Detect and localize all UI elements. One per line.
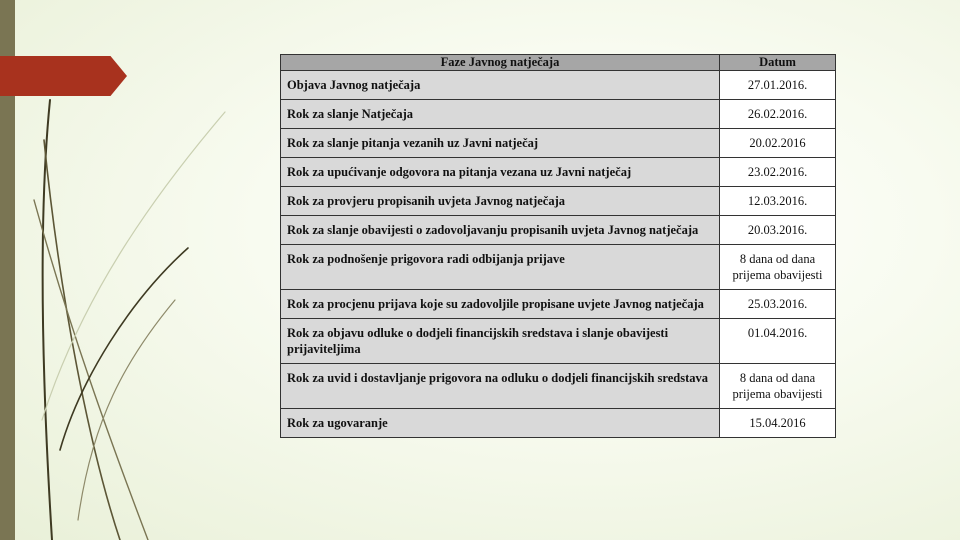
table-row <box>281 290 836 319</box>
competition-phases-table-container <box>280 54 835 438</box>
table-row <box>281 409 836 438</box>
header-phases: Faze Javnog natječaja <box>281 55 720 71</box>
date-cell: 23.02.2016. <box>720 158 836 187</box>
phase-cell: Objava Javnog natječaja <box>281 71 720 100</box>
date-cell: 20.02.2016 <box>720 129 836 158</box>
date-cell: 25.03.2016. <box>720 290 836 319</box>
date-cell: 12.03.2016. <box>720 187 836 216</box>
table-row <box>281 364 836 409</box>
table-row <box>281 158 836 187</box>
table-row <box>281 100 836 129</box>
phase-cell: Rok za procjenu prijava koje su zadovoljile propisane uvjete Javnog natječaja <box>281 290 720 319</box>
date-cell: 20.03.2016. <box>720 216 836 245</box>
phase-cell: Rok za slanje obavijesti o zadovoljavanju propisanih uvjeta Javnog natječaja <box>281 216 720 245</box>
phase-cell: Rok za upućivanje odgovora na pitanja vezana uz Javni natječaj <box>281 158 720 187</box>
date-cell: 8 dana od dana prijema obavijesti <box>720 245 836 290</box>
table-row <box>281 129 836 158</box>
date-cell: 01.04.2016. <box>720 319 836 364</box>
table-header-row <box>281 55 836 71</box>
phase-cell: Rok za slanje Natječaja <box>281 100 720 129</box>
header-date: Datum <box>720 55 836 71</box>
date-cell: 27.01.2016. <box>720 71 836 100</box>
phase-cell: Rok za podnošenje prigovora radi odbijanja prijave <box>281 245 720 290</box>
phase-cell: Rok za ugovaranje <box>281 409 720 438</box>
competition-phases-table <box>280 54 836 438</box>
date-cell: 26.02.2016. <box>720 100 836 129</box>
phase-cell: Rok za uvid i dostavljanje prigovora na odluku o dodjeli financijskih sredstava <box>281 364 720 409</box>
table-row <box>281 319 836 364</box>
table-row <box>281 216 836 245</box>
date-cell: 15.04.2016 <box>720 409 836 438</box>
table-row <box>281 71 836 100</box>
table-row <box>281 245 836 290</box>
phase-cell: Rok za provjeru propisanih uvjeta Javnog natječaja <box>281 187 720 216</box>
phase-cell: Rok za slanje pitanja vezanih uz Javni natječaj <box>281 129 720 158</box>
date-cell: 8 dana od dana prijema obavijesti <box>720 364 836 409</box>
phase-cell: Rok za objavu odluke o dodjeli financijskih sredstava i slanje obavijesti prijaviteljima <box>281 319 720 364</box>
decorative-curves <box>0 0 240 540</box>
table-row <box>281 187 836 216</box>
